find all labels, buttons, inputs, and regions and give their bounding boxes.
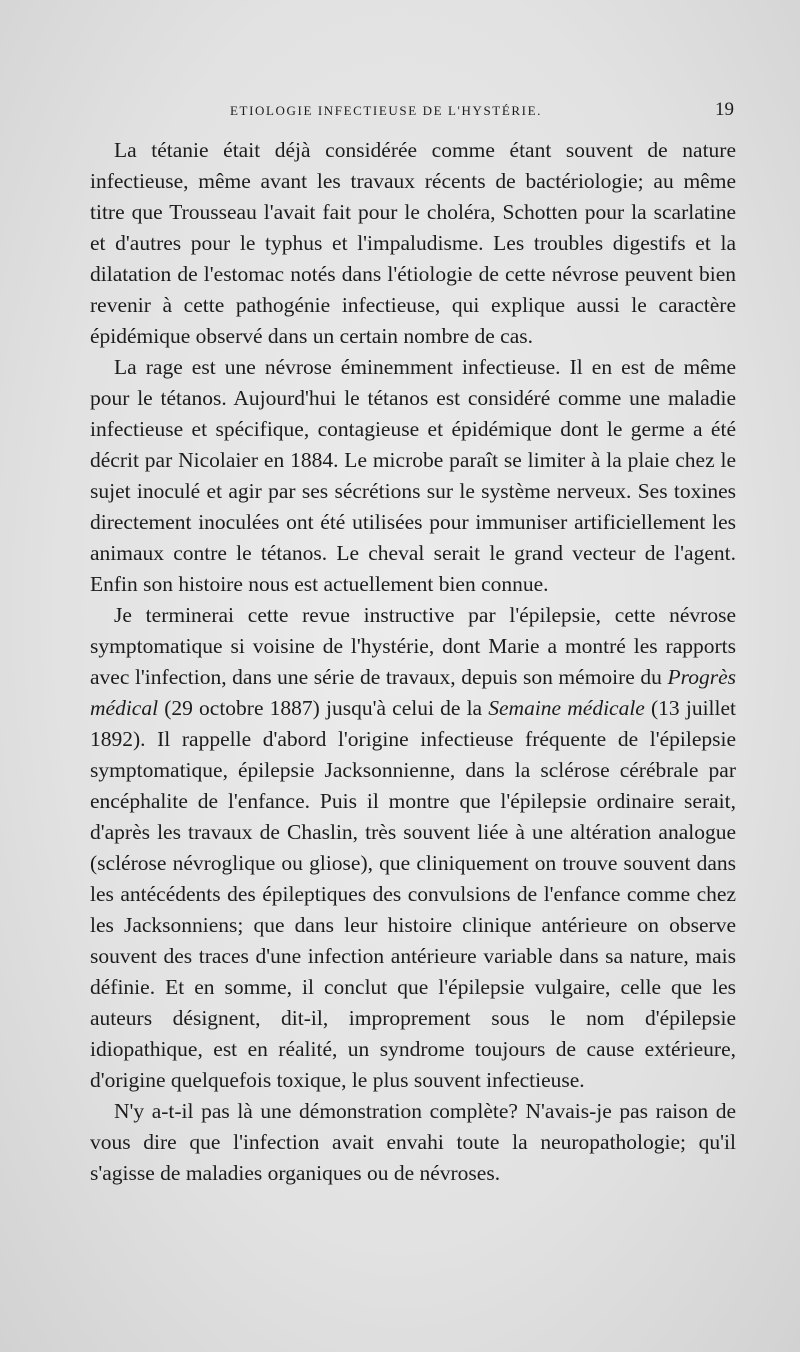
paragraph-epilepsie xyxy=(90,600,736,1096)
paragraph-conclusion: N'y a-t-il pas là une démonstration complète? N'avais-je pas raison de vous dire que l'infection avait envahi toute la neuropathologie; qu'il s'agisse de maladies organiques ou de névroses. xyxy=(90,1099,736,1185)
page-number: 19 xyxy=(715,99,734,120)
citation-semaine-medicale: Semaine médicale xyxy=(488,696,645,720)
paragraph-rage-tetanos: La rage est une névrose éminemment infectieuse. Il en est de même pour le tétanos. Aujourd'hui le tétanos est considéré comme une maladie infectieuse et spécifique, contagieuse et épidémique dont le germe a été décrit par Nicolaier en 1884. Le microbe paraît se limiter à la plaie chez le sujet inoculé et agir par ses sécrétions sur le système nerveux. Ses toxines directement inoculées ont été utilisées pour immuniser artificiellement les animaux contre le tétanos. Le cheval serait le grand vecteur de l'agent. Enfin son histoire nous est actuellement bien connue. xyxy=(90,355,736,596)
body-text xyxy=(90,135,736,1189)
paragraph-epilepsie-part3: (13 juillet 1892). Il rappelle d'abord l'origine infectieuse fréquente de l'épilepsie symptomatique, épilepsie Jacksonnienne, dans la sclérose cérébrale par encéphalite de l'enfance. Puis il montre que l'épilepsie ordinaire serait, d'après les travaux de Chaslin, très souvent liée à une altération analogue (sclérose névroglique ou gliose), que cliniquement on trouve souvent dans les antécédents des épileptiques des convulsions de l'enfance comme chez les Jacksonniens; que dans leur histoire clinique antérieure on observe souvent des traces d'une infection antérieure variable dans sa nature, mais définie. Et en somme, il conclut que l'épilepsie vulgaire, celle que les auteurs désignent, dit-il, improprement sous le nom d'épilepsie idiopathique, est en réalité, un syndrome toujours de cause extérieure, d'origine quelquefois toxique, le plus souvent infectieuse. xyxy=(90,696,737,1092)
paragraph-epilepsie-part1: Je terminerai cette revue instructive par l'épilepsie, cette névrose symptomatique si voisine de l'hystérie, dont Marie a montré les rapports avec l'infection, dans une série de travaux, depuis son mémoire du xyxy=(90,603,736,689)
running-head xyxy=(90,95,736,135)
citation-progres-medical: Progrès médical xyxy=(90,665,736,720)
paragraph-epilepsie-part2: (29 octobre 1887) jusqu'à celui de la xyxy=(158,696,489,720)
paragraph-tetanie: La tétanie était déjà considérée comme étant souvent de nature infectieuse, même avant les travaux récents de bactériologie; au même titre que Trousseau l'avait fait pour le choléra, Schotten pour la scarlatine et d'autres pour le typhus et l'impaludisme. Les troubles digestifs et la dilatation de l'estomac notés dans l'étiologie de cette névrose peuvent bien revenir à cette pathogénie infectieuse, qui explique aussi le caractère épidémique observé dans un certain nombre de cas. xyxy=(90,138,736,348)
running-head-title: ETIOLOGIE INFECTIEUSE DE L'HYSTÉRIE. xyxy=(230,103,542,118)
